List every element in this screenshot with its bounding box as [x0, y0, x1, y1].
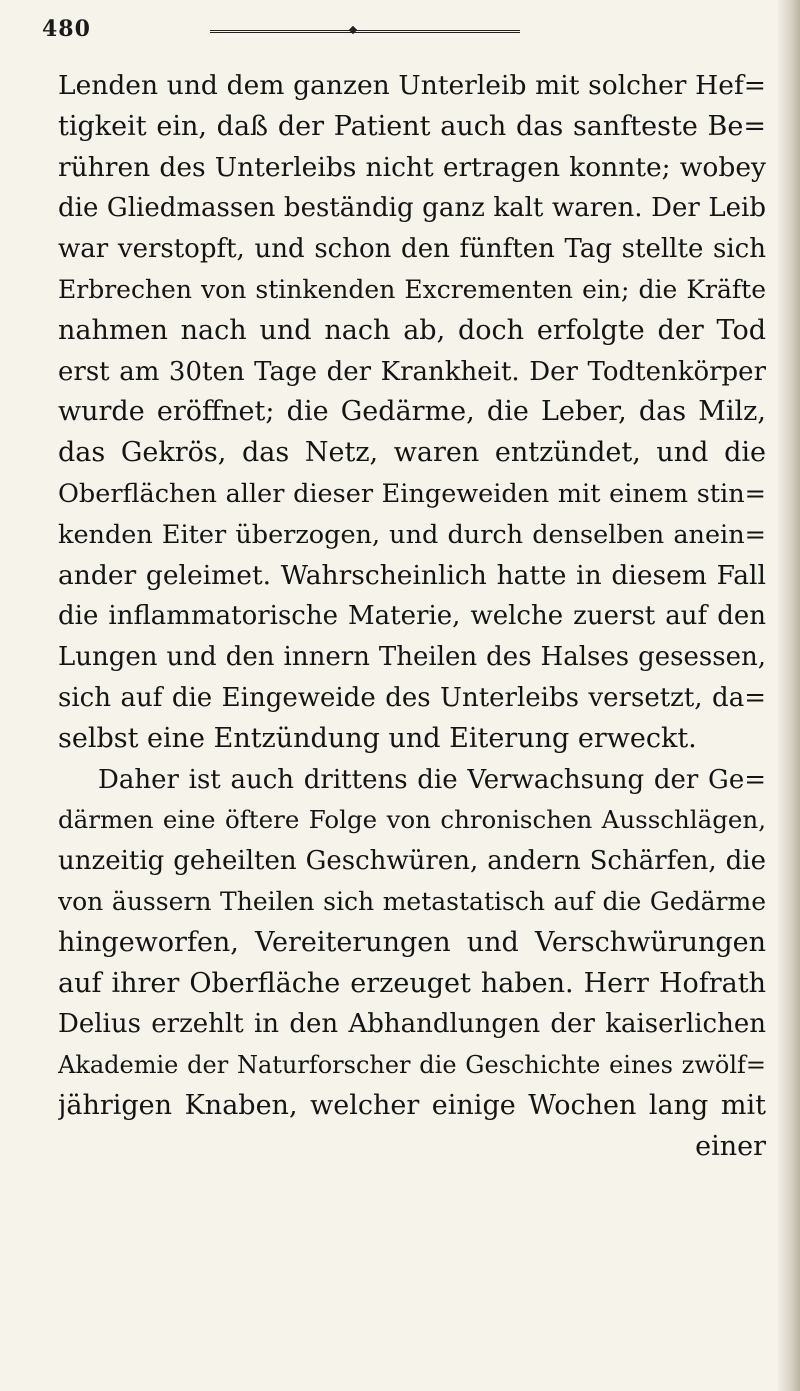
- text-line: auf ihrer Oberfläche erzeuget haben. Herr Hofrath: [58, 967, 766, 999]
- text-line: die Gliedmassen beständig ganz kalt waren. Der Leib: [58, 193, 766, 224]
- text-line: sich auf die Eingeweide des Unterleibs versetzt, da=: [58, 682, 766, 713]
- text-line: rühren des Unterleibs nicht ertragen konnte; wobey: [58, 151, 766, 183]
- text-line: wurde eröffnet; die Gedärme, die Leber, das Milz,: [58, 396, 766, 428]
- text-line: selbst eine Entzündung und Eiterung erweckt.: [58, 722, 697, 754]
- header-ornament-rule: [210, 30, 520, 33]
- text-line: jährigen Knaben, welcher einige Wochen lang mit: [58, 1089, 766, 1121]
- paragraph-start-line: Daher ist auch drittens die Verwachsung der Ge=: [98, 764, 766, 795]
- text-line: nahmen nach und nach ab, doch erfolgte der Tod: [58, 314, 766, 346]
- text-line: tigkeit ein, daß der Patient auch das sanfteste Be=: [58, 110, 766, 142]
- text-line: das Gekrös, das Netz, waren entzündet, und die: [58, 437, 766, 469]
- text-line: war verstopft, und schon den fünften Tag stellte sich: [58, 234, 766, 265]
- text-line: unzeitig geheilten Geschwüren, andern Schärfen, die: [58, 846, 766, 877]
- text-line: Delius erzehlt in den Abhandlungen der kaiserlichen: [58, 1009, 766, 1040]
- catchword: einer: [695, 1130, 766, 1162]
- text-line: ander geleimet. Wahrscheinlich hatte in diesem Fall: [58, 559, 766, 591]
- text-line: Erbrechen von stinkenden Excrementen ein; die Kräfte: [58, 274, 766, 304]
- text-line: Oberflächen aller dieser Eingeweiden mit einem stin=: [58, 478, 766, 509]
- text-line: Akademie der Naturforscher die Geschichte eines zwölf=: [58, 1051, 766, 1080]
- text-line: erst am 30ten Tage der Krankheit. Der Todtenkörper: [58, 356, 766, 387]
- text-line: die inflammatorische Materie, welche zuerst auf den: [58, 601, 766, 632]
- text-line: hingeworfen, Vereiterungen und Verschwürungen: [58, 926, 766, 958]
- text-line: kenden Eiter überzogen, und durch denselben anein=: [58, 519, 766, 550]
- text-line: Lenden und dem ganzen Unterleib mit solcher Hef=: [58, 70, 766, 101]
- body-text: [58, 66, 766, 1168]
- page-spine-shadow: [778, 0, 800, 1391]
- page-number: 480: [42, 16, 91, 42]
- text-line: Lungen und den innern Theilen des Halses gesessen,: [58, 642, 766, 673]
- text-line: von äussern Theilen sich metastatisch auf die Gedärme: [58, 886, 766, 916]
- text-line: därmen eine öftere Folge von chronischen Ausschlägen,: [58, 805, 766, 835]
